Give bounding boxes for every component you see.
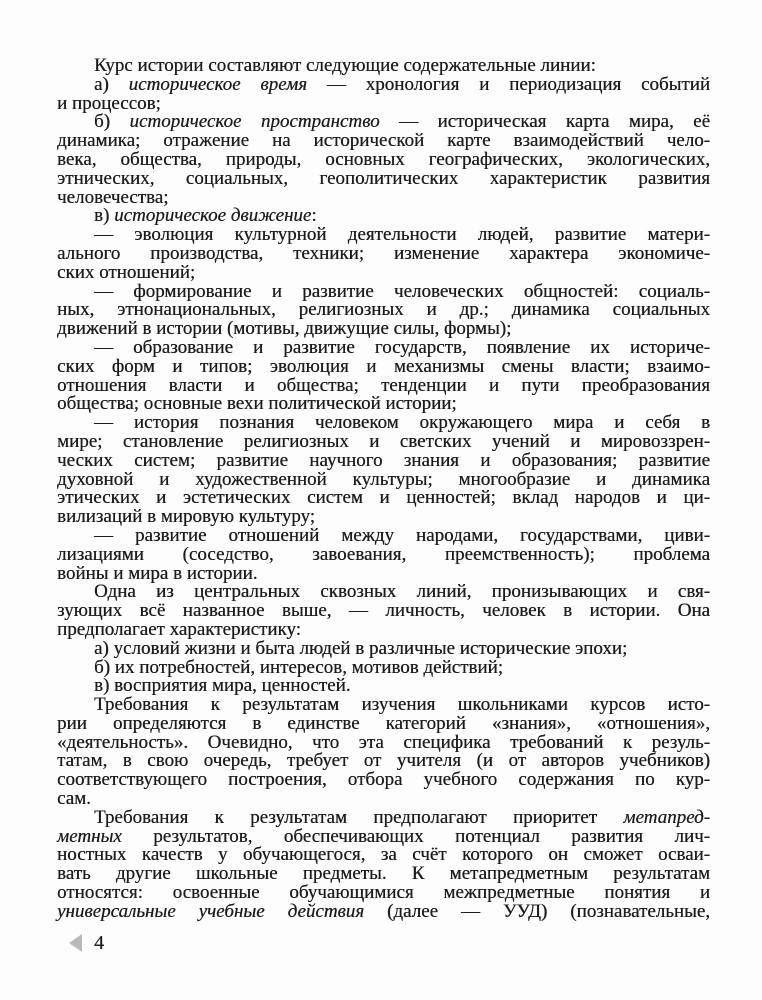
text-run: лизациями (соседство, завоевания, преемственность); проблема [57,543,710,565]
text-run: результатов, обеспечивающих потенциал развития лич- [121,825,710,847]
text-run: ального производства, техники; изменение характера экономиче- [57,242,710,264]
text-run: — образование и развитие государств, появление их историче- [94,336,710,358]
text-run: ских отношений; [57,261,196,283]
text-run: — эволюция культурной деятельности людей, развитие матери- [94,224,710,246]
text-run: ческих систем; развитие научного знания и образования; развитие [57,449,710,471]
text-run: ностных качеств у обучающегося, за счёт которого он сможет осваи- [57,844,710,866]
italic-text-run: историческое пространство [129,111,380,133]
text-run: движений в истории (мотивы, движущие силы, формы); [57,318,512,340]
text-run: — формирование и развитие человеческих общностей: социаль- [94,280,710,302]
document-text [57,57,710,922]
text-run: : [311,205,317,227]
text-run: мире; становление религиозных и светских учений и мировоззрен- [57,430,710,452]
page-footer [69,933,104,953]
text-run: общества; основные вехи политической истории; [57,393,457,415]
text-run: относятся: освоенные обучающимися межпредметные понятия и [57,882,710,904]
italic-text-run: историческое движение [114,205,312,227]
text-run: войны и мира в истории. [57,562,258,584]
text-line [57,771,710,790]
text-run: б) их потребностей, интересов, мотивов действий; [94,656,503,678]
text-run: б) [94,111,130,133]
text-run: предполагает характеристику: [57,618,301,640]
italic-text-run: метных [57,825,122,847]
text-run: соответствующего построения, отбора учебного содержания по кур- [57,769,710,791]
text-run: — историческая карта мира, её [379,111,711,133]
italic-text-run: универсальные учебные действия [57,900,365,922]
text-run: зующих всё названное выше, — личность, человек в истории. Она [57,600,710,622]
text-run: Требования к результатам изучения школьниками курсов исто- [94,694,710,716]
text-run: в) [94,205,115,227]
text-run: Курс истории составляют следующие содержательные линии: [94,55,596,76]
text-run: а) [94,73,129,95]
text-run: — хронология и периодизация событий [307,73,711,95]
text-run: ских форм и типов; эволюция и механизмы смены власти; взаимо- [57,355,710,377]
text-run: — история познания человеком окружающего мира и себя в [94,412,710,434]
text-run: сам. [57,788,91,810]
text-run: — развитие отношений между народами, государствами, циви- [94,524,710,546]
text-run: а) условий жизни и быта людей в различные исторические эпохи; [94,637,628,659]
text-run: динамика; отражение на исторической карте взаимодействий чело- [57,130,710,152]
text-run: рии определяются в единстве категорий «знания», «отношения», [57,712,710,734]
italic-text-run: метапред- [623,806,710,828]
text-run: «деятельность». Очевидно, что эта специфика требований к резуль- [57,731,710,753]
text-run: этнических, социальных, геополитических характеристик развития [57,167,710,189]
italic-text-run: историческое время [128,73,308,95]
text-run: человечества; [57,186,169,208]
text-run: века, общества, природы, основных географических, экологических, [57,148,710,170]
text-run: отношения власти и общества; тенденции и пути преобразования [57,374,710,396]
text-line [57,900,710,922]
left-triangle-icon [69,934,82,952]
text-run: ных, этнонациональных, религиозных и др.; динамика социальных [57,299,710,321]
text-run: вилизаций в мировую культуру; [57,506,316,528]
text-run: вать другие школьные предметы. К метапредметным результатам [57,863,710,885]
text-run: Требования к результатам предполагают приоритет [94,806,624,828]
text-run: татам, в свою очередь, требует от учителя (и от авторов учебников) [57,750,710,772]
page-number: 4 [94,932,104,954]
text-run: духовной и художественной культуры; многообразие и динамика [57,468,710,490]
text-run: и процессов; [57,92,161,114]
text-run: в) восприятия мира, ценностей. [94,675,351,697]
text-run: Одна из центральных сквозных линий, пронизывающих и свя- [94,581,710,603]
text-run: (далее — УУД) (познавательные, [364,900,710,922]
text-run: этических и эстетических систем и ценностей; вклад народов и ци- [57,487,710,509]
